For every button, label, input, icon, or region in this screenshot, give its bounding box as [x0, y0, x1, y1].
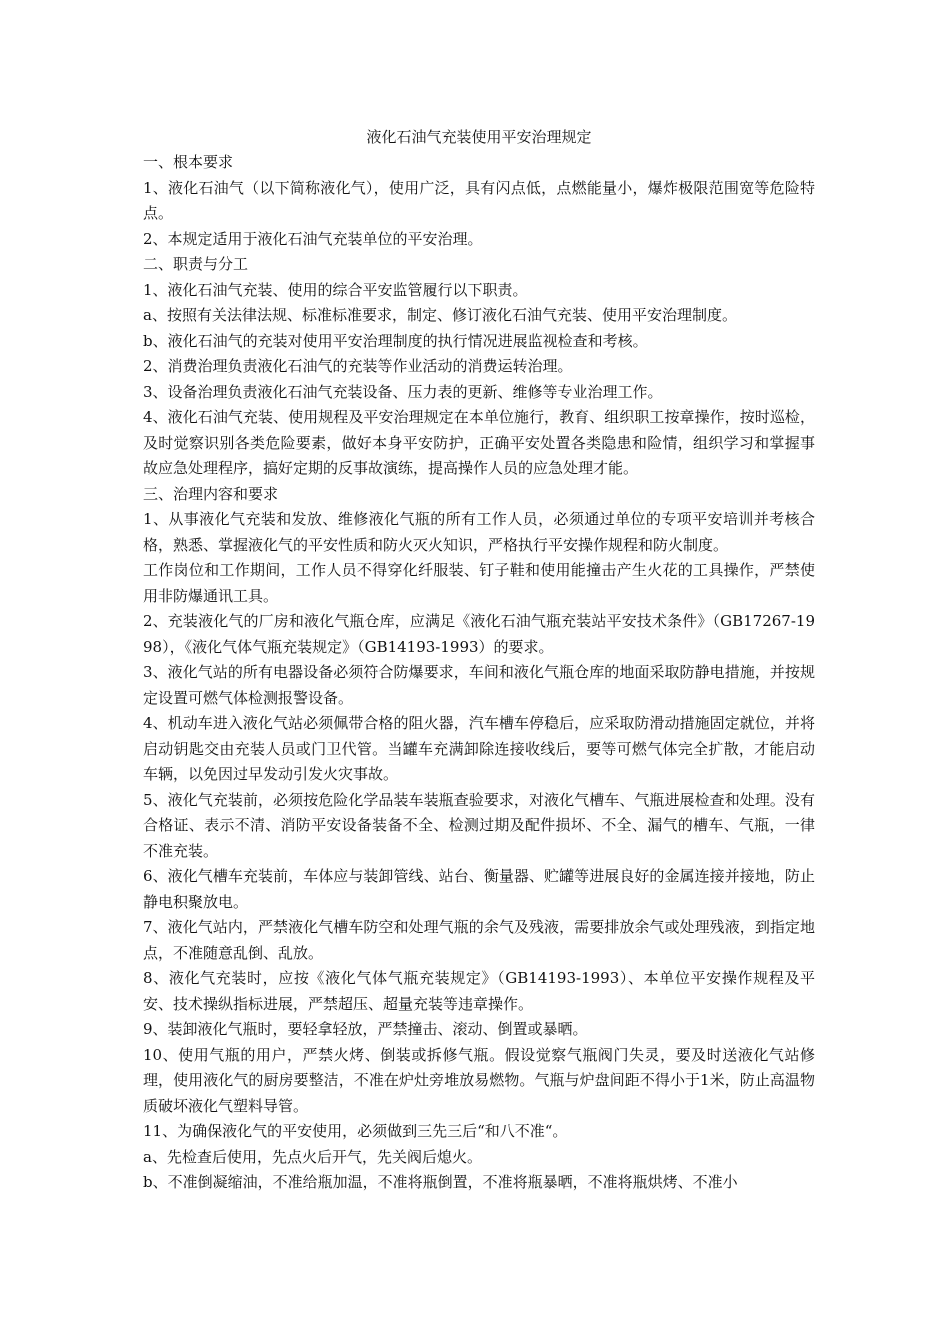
- section-heading: 一、根本要求: [143, 153, 234, 171]
- paragraph: 4、机动车进入液化气站必须佩带合格的阻火器，汽车槽车停稳后，应采取防滑动措施固定就位，并将启动钥匙交由充装人员或门卫代管。当罐车充满卸除连接收线后，要等可燃气体完全扩散，才能启动车辆，以免因过早发动引发火灾事故。: [143, 714, 815, 783]
- section-heading: 二、职责与分工: [143, 255, 249, 273]
- document-page: [143, 124, 815, 1196]
- paragraph: 4、液化石油气充装、使用规程及平安治理规定在本单位施行，教育、组织职工按章操作，按时巡检，及时觉察识别各类危险要素，做好本身平安防护，正确平安处置各类隐患和险情，组织学习和掌握事故应急处理程序，搞好定期的反事故演练，提高操作人员的应急处理才能。: [143, 408, 815, 477]
- section-heading: 三、治理内容和要求: [143, 484, 279, 503]
- paragraph: 7、液化气站内，严禁液化气槽车防空和处理气瓶的余气及残液，需要排放余气或处理残液，到指定地点，不准随意乱倒、乱放。: [143, 918, 815, 962]
- paragraph: 6、液化气槽车充装前，车体应与装卸管线、站台、衡量器、贮罐等进展良好的金属连接并接地，防止静电积聚放电。: [143, 867, 815, 911]
- paragraph: a、先检查后使用，先点火后开气，先关阀后熄火。: [143, 1147, 482, 1166]
- paragraph: 3、设备治理负责液化石油气充装设备、压力表的更新、维修等专业治理工作。: [143, 382, 663, 401]
- paragraph: 11、为确保液化气的平安使用，必须做到三先三后“和八不准“。: [143, 1122, 568, 1140]
- paragraph: 8、液化气充装时，应按《液化气体气瓶充装规定》（GB14193-1993）、本单位平安操作规程及平安、技术操纵指标进展，严禁超压、超量充装等违章操作。: [143, 969, 815, 1013]
- paragraph: 1、液化石油气充装、使用的综合平安监管履行以下职责。: [143, 280, 528, 299]
- paragraph: 2、充装液化气的厂房和液化气瓶仓库，应满足《液化石油气瓶充装站平安技术条件》（GB17267-1998），《液化气体气瓶充装规定》（GB14193-1993）的要求。: [143, 612, 815, 656]
- paragraph: 1、从事液化气充装和发放、维修液化气瓶的所有工作人员，必须通过单位的专项平安培训并考核合格，熟悉、掌握液化气的平安性质和防火灭火知识，严格执行平安操作规程和防火制度。: [143, 510, 815, 554]
- document-title: 液化石油气充装使用平安治理规定: [366, 128, 592, 146]
- paragraph: b、不准倒凝缩油，不准给瓶加温，不准将瓶倒置，不准将瓶暴晒，不准将瓶烘烤、不准小: [143, 1173, 738, 1191]
- paragraph: 10、使用气瓶的用户，严禁火烤、倒装或拆修气瓶。假设觉察气瓶阀门失灵，要及时送液化气站修理，使用液化气的厨房要整洁，不准在炉灶旁堆放易燃物。气瓶与炉盘间距不得小于1米，防止高温物质破坏液化气塑料导管。: [143, 1045, 815, 1115]
- paragraph: b、液化石油气的充装对使用平安治理制度的执行情况进展监视检查和考核。: [143, 331, 648, 350]
- paragraph: 1、液化石油气（以下简称液化气），使用广泛，具有闪点低，点燃能量小，爆炸极限范围宽等危险特点。: [143, 178, 815, 222]
- paragraph: 5、液化气充装前，必须按危险化学品装车装瓶查验要求，对液化气槽车、气瓶进展检查和处理。没有合格证、表示不清、消防平安设备装备不全、检测过期及配件损坏、不全、漏气的槽车、气瓶，一律不准充装。: [143, 790, 815, 860]
- paragraph: 2、消费治理负责液化石油气的充装等作业活动的消费运转治理。: [143, 357, 573, 375]
- paragraph: 工作岗位和工作期间，工作人员不得穿化纤服装、钉子鞋和使用能撞击产生火花的工具操作，严禁使用非防爆通讯工具。: [143, 561, 815, 605]
- document-body: [143, 150, 815, 1196]
- paragraph: 9、装卸液化气瓶时，要轻拿轻放，严禁撞击、滚动、倒置或暴晒。: [143, 1020, 588, 1038]
- paragraph: 2、本规定适用于液化石油气充装单位的平安治理。: [143, 229, 483, 248]
- paragraph: a、按照有关法律法规、标准标准要求，制定、修订液化石油气充装、使用平安治理制度。: [143, 306, 737, 324]
- paragraph: 3、液化气站的所有电器设备必须符合防爆要求，车间和液化气瓶仓库的地面采取防静电措施，并按规定设置可燃气体检测报警设备。: [143, 663, 815, 707]
